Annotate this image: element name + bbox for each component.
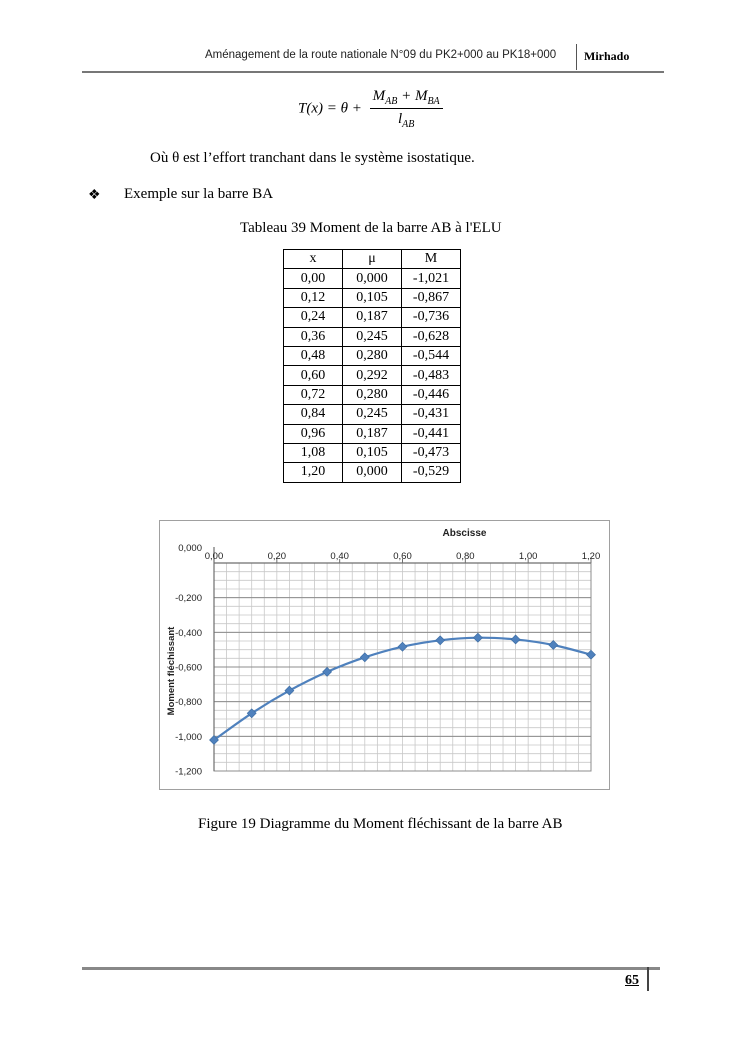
table-caption: Tableau 39 Moment de la barre AB à l'ELU bbox=[240, 220, 502, 236]
table-cell: 1,20 bbox=[284, 463, 343, 482]
table-cell: -0,529 bbox=[402, 463, 461, 482]
formula-fraction bbox=[370, 88, 443, 130]
table-cell: -0,446 bbox=[402, 385, 461, 404]
header-rule bbox=[82, 71, 664, 73]
table-cell: 0,105 bbox=[343, 443, 402, 462]
table-row bbox=[284, 366, 461, 385]
table-header-cell: M bbox=[402, 250, 461, 269]
table-row bbox=[284, 405, 461, 424]
y-tick-label: -0,400 bbox=[175, 627, 202, 639]
data-point bbox=[436, 636, 445, 645]
table-row bbox=[284, 385, 461, 404]
y-axis-label: Moment fléchissant bbox=[166, 626, 177, 716]
table-cell: 0,48 bbox=[284, 346, 343, 365]
footer-rule bbox=[82, 967, 660, 970]
y-tick-label: -0,600 bbox=[175, 662, 202, 674]
table-cell: -0,441 bbox=[402, 424, 461, 443]
data-point bbox=[323, 667, 332, 676]
formula-numerator: $M_{AB} + M_{BA}$ bbox=[370, 88, 443, 109]
table-cell: 0,24 bbox=[284, 308, 343, 327]
moment-table bbox=[283, 249, 461, 483]
table-cell: 0,60 bbox=[284, 366, 343, 385]
page-number: 65 bbox=[625, 973, 639, 988]
table-cell: -0,867 bbox=[402, 288, 461, 307]
table-cell: 0,12 bbox=[284, 288, 343, 307]
table-row bbox=[284, 308, 461, 327]
paragraph-text: Où θ est l’effort tranchant dans le système isostatique. bbox=[150, 150, 475, 166]
header-divider bbox=[576, 44, 577, 70]
table-cell: 0,000 bbox=[343, 463, 402, 482]
y-tick-label: 0,000 bbox=[178, 543, 202, 554]
table-row bbox=[284, 424, 461, 443]
table-cell: 0,245 bbox=[343, 405, 402, 424]
table-cell: -0,544 bbox=[402, 346, 461, 365]
data-point bbox=[285, 686, 294, 695]
chart-title: Abscisse bbox=[442, 528, 487, 539]
table-cell: 0,00 bbox=[284, 269, 343, 288]
data-point bbox=[549, 640, 558, 649]
table-cell: -1,021 bbox=[402, 269, 461, 288]
table-row bbox=[284, 288, 461, 307]
y-tick-label: -1,200 bbox=[175, 766, 202, 778]
table-cell: 0,84 bbox=[284, 405, 343, 424]
header-title: Aménagement de la route nationale N°09 du PK2+000 au PK18+000 bbox=[205, 49, 557, 61]
table-cell: -0,483 bbox=[402, 366, 461, 385]
table-cell: -0,473 bbox=[402, 443, 461, 462]
x-tick-label: 1,20 bbox=[581, 551, 601, 562]
x-tick-label: 0,80 bbox=[456, 551, 475, 562]
table-cell: 0,72 bbox=[284, 385, 343, 404]
footer-divider bbox=[647, 967, 649, 991]
y-tick-label: -0,800 bbox=[175, 697, 202, 709]
table-cell: 0,292 bbox=[343, 366, 402, 385]
moment-chart bbox=[160, 521, 609, 789]
formula bbox=[298, 88, 443, 130]
table-cell: 0,105 bbox=[343, 288, 402, 307]
table-cell: 0,280 bbox=[343, 385, 402, 404]
x-tick-label: 0,40 bbox=[330, 551, 349, 562]
bullet-text: Exemple sur la barre BA bbox=[124, 186, 274, 202]
table-cell: 0,245 bbox=[343, 327, 402, 346]
formula-lhs: T(x) = θ + bbox=[298, 100, 362, 117]
table-cell: 0,96 bbox=[284, 424, 343, 443]
bullet-icon: ❖ bbox=[88, 188, 101, 203]
x-tick-label: 0,60 bbox=[393, 551, 412, 562]
data-point bbox=[511, 635, 520, 644]
table-header-cell: μ bbox=[343, 250, 402, 269]
table-cell: -0,431 bbox=[402, 405, 461, 424]
x-tick-label: 0,20 bbox=[267, 551, 287, 562]
formula-denominator: $l_{AB}$ bbox=[397, 111, 415, 130]
table-header-cell: x bbox=[284, 250, 343, 269]
table-cell: 0,187 bbox=[343, 308, 402, 327]
y-tick-label: -0,200 bbox=[175, 593, 202, 605]
table-row bbox=[284, 269, 461, 288]
table-cell: 0,36 bbox=[284, 327, 343, 346]
figure-caption: Figure 19 Diagramme du Moment fléchissant de la barre AB bbox=[198, 816, 563, 832]
x-tick-label: 0,00 bbox=[204, 551, 224, 562]
table-row bbox=[284, 443, 461, 462]
table-header-row bbox=[284, 250, 461, 269]
y-tick-label: -1,000 bbox=[175, 731, 202, 743]
table-cell: 0,280 bbox=[343, 346, 402, 365]
table-row bbox=[284, 346, 461, 365]
header-author: Mirhado bbox=[584, 49, 630, 63]
table-row bbox=[284, 463, 461, 482]
table-cell: -0,628 bbox=[402, 327, 461, 346]
data-point bbox=[587, 650, 596, 659]
chart-frame bbox=[159, 520, 610, 790]
table-cell: 1,08 bbox=[284, 443, 343, 462]
table-cell: 0,187 bbox=[343, 424, 402, 443]
table-cell: -0,736 bbox=[402, 308, 461, 327]
table-cell: 0,000 bbox=[343, 269, 402, 288]
x-tick-label: 1,00 bbox=[518, 551, 538, 562]
data-point bbox=[360, 653, 369, 662]
table-row bbox=[284, 327, 461, 346]
